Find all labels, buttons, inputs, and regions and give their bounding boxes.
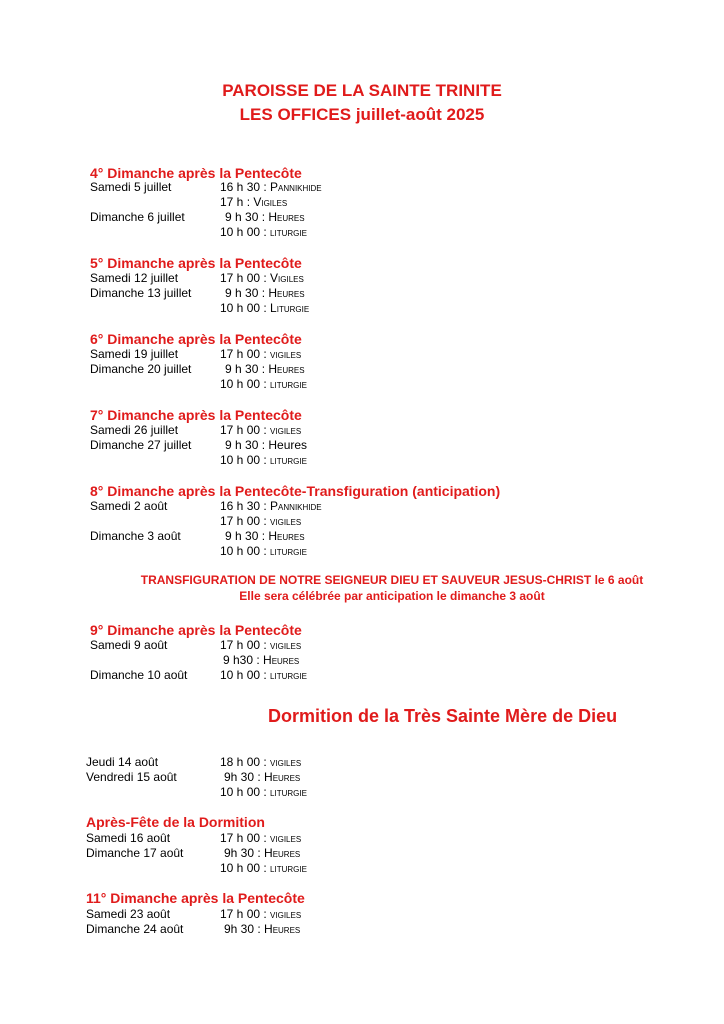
- row-office: liturgie: [270, 225, 307, 239]
- schedule-row: [90, 544, 690, 559]
- section-heading: 8° Dimanche après la Pentecôte-Transfiguration (anticipation): [90, 483, 501, 499]
- row-office: Heures: [268, 362, 305, 376]
- row-day: Samedi 16 août: [86, 831, 171, 845]
- row-day: Dimanche 27 juillet: [90, 438, 192, 452]
- row-time: 17 h 00 :: [220, 907, 271, 921]
- schedule-row: [90, 301, 690, 316]
- row-office: Heures: [264, 922, 301, 936]
- section-heading: 9° Dimanche après la Pentecôte: [90, 622, 302, 638]
- row-office: Heures: [268, 286, 305, 300]
- row-day: Dimanche 10 août: [90, 668, 188, 682]
- row-day: Samedi 12 juillet: [90, 271, 179, 285]
- row-office: Vigiles: [270, 271, 304, 285]
- row-office: liturgie: [270, 861, 307, 875]
- row-time: 17 h :: [220, 195, 254, 209]
- row-office: liturgie: [270, 785, 307, 799]
- row-time: 10 h 00 :: [220, 544, 271, 558]
- row-day: Samedi 23 août: [86, 907, 171, 921]
- schedule-row: [86, 846, 686, 861]
- row-time: 9 h 30 :: [225, 286, 269, 300]
- row-time: 10 h 00 :: [220, 861, 271, 875]
- schedule-row: [86, 785, 686, 800]
- schedule-row: [86, 922, 686, 937]
- schedule-row: [90, 377, 690, 392]
- schedule-row: [90, 195, 690, 210]
- schedule-row: [90, 499, 690, 514]
- row-office: liturgie: [270, 377, 307, 391]
- row-time: 10 h 00 :: [220, 225, 271, 239]
- row-day: Samedi 26 juillet: [90, 423, 179, 437]
- schedule-row: [86, 831, 686, 846]
- section-heading: 6° Dimanche après la Pentecôte: [90, 331, 302, 347]
- row-office: Vigiles: [253, 195, 288, 209]
- section-heading: 4° Dimanche après la Pentecôte: [90, 165, 302, 181]
- row-day: Dimanche 6 juillet: [90, 210, 185, 224]
- row-office: Heures: [264, 770, 301, 784]
- row-day: Dimanche 13 juillet: [90, 286, 192, 300]
- row-time: 17 h 00 :: [220, 638, 271, 652]
- schedule-row: [86, 755, 686, 770]
- schedule-row: [90, 423, 690, 438]
- row-time: 10 h 00 :: [220, 453, 271, 467]
- schedule-row: [86, 770, 686, 785]
- row-day: Dimanche 3 août: [90, 529, 181, 543]
- row-day: Dimanche 17 août: [86, 846, 184, 860]
- row-day: Samedi 9 août: [90, 638, 168, 652]
- section-heading: 7° Dimanche après la Pentecôte: [90, 407, 302, 423]
- schedule-title: LES OFFICES juillet-août 2025: [239, 105, 485, 124]
- row-day: Jeudi 14 août: [86, 755, 159, 769]
- row-office: Pannikhide: [270, 499, 322, 513]
- row-time: 17 h 00 :: [220, 271, 271, 285]
- row-day: Dimanche 24 août: [86, 922, 184, 936]
- schedule-row: [90, 286, 690, 301]
- schedule-row: [90, 271, 690, 286]
- row-office: Heures: [268, 438, 308, 452]
- anticipation-notice: Elle sera célébrée par anticipation le dimanche 3 août: [239, 589, 545, 603]
- row-time: 17 h 00 :: [220, 347, 271, 361]
- row-office: liturgie: [270, 453, 307, 467]
- row-time: 10 h 00 :: [220, 377, 271, 391]
- schedule-row: [90, 453, 690, 468]
- row-office: liturgie: [270, 544, 307, 558]
- schedule-row: [90, 210, 690, 225]
- row-time: 17 h 00 :: [220, 514, 271, 528]
- schedule-row: [90, 438, 690, 453]
- row-office: Heures: [268, 529, 305, 543]
- row-day: Samedi 5 juillet: [90, 180, 172, 194]
- row-day: Vendredi 15 août: [86, 770, 177, 784]
- schedule-row: [90, 653, 690, 668]
- row-office: Heures: [264, 846, 301, 860]
- schedule-row: [90, 668, 690, 683]
- row-office: Heures: [263, 653, 300, 667]
- schedule-row: [90, 225, 690, 240]
- row-time: 9 h 30 :: [225, 210, 269, 224]
- row-time: 10 h 00 :: [220, 301, 271, 315]
- section-heading: 5° Dimanche après la Pentecôte: [90, 255, 302, 271]
- row-time: 9 h30 :: [223, 653, 264, 667]
- schedule-row: [90, 180, 690, 195]
- row-time: 9h 30 :: [224, 922, 265, 936]
- row-time: 9 h 30 :: [225, 362, 269, 376]
- row-day: Dimanche 20 juillet: [90, 362, 192, 376]
- row-time: 17 h 00 :: [220, 831, 271, 845]
- schedule-row: [90, 362, 690, 377]
- row-office: vigiles: [270, 514, 302, 528]
- row-office: Heures: [268, 210, 305, 224]
- row-office: Pannikhide: [270, 180, 322, 194]
- row-time: 9h 30 :: [224, 770, 265, 784]
- section-heading: 11° Dimanche après la Pentecôte: [86, 890, 305, 906]
- row-time: 17 h 00 :: [220, 423, 271, 437]
- row-office: vigiles: [270, 423, 302, 437]
- schedule-row: [86, 861, 686, 876]
- row-time: 9h 30 :: [224, 846, 265, 860]
- row-time: 18 h 00 :: [220, 755, 271, 769]
- row-time: 16 h 30 :: [220, 499, 271, 513]
- row-office: vigiles: [270, 347, 302, 361]
- row-office: liturgie: [270, 668, 307, 682]
- row-time: 10 h 00 :: [220, 785, 271, 799]
- schedule-row: [90, 514, 690, 529]
- row-office: vigiles: [270, 755, 302, 769]
- row-office: vigiles: [270, 831, 302, 845]
- row-office: vigiles: [270, 907, 302, 921]
- dormition-heading: Dormition de la Très Sainte Mère de Dieu: [268, 706, 618, 726]
- row-day: Samedi 19 juillet: [90, 347, 179, 361]
- row-office: Liturgie: [270, 301, 310, 315]
- schedule-row: [86, 907, 686, 922]
- row-office: vigiles: [270, 638, 302, 652]
- section-heading: Après-Fête de la Dormition: [86, 814, 265, 830]
- parish-title: PAROISSE DE LA SAINTE TRINITE: [222, 81, 502, 100]
- row-time: 10 h 00 :: [220, 668, 271, 682]
- row-day: Samedi 2 août: [90, 499, 168, 513]
- row-time: 9 h 30 :: [225, 438, 269, 452]
- schedule-row: [90, 638, 690, 653]
- schedule-row: [90, 347, 690, 362]
- transfiguration-notice: TRANSFIGURATION DE NOTRE SEIGNEUR DIEU ET SAUVEUR JESUS-CHRIST le 6 août: [140, 573, 644, 587]
- row-time: 16 h 30 :: [220, 180, 271, 194]
- schedule-row: [90, 529, 690, 544]
- row-time: 9 h 30 :: [225, 529, 269, 543]
